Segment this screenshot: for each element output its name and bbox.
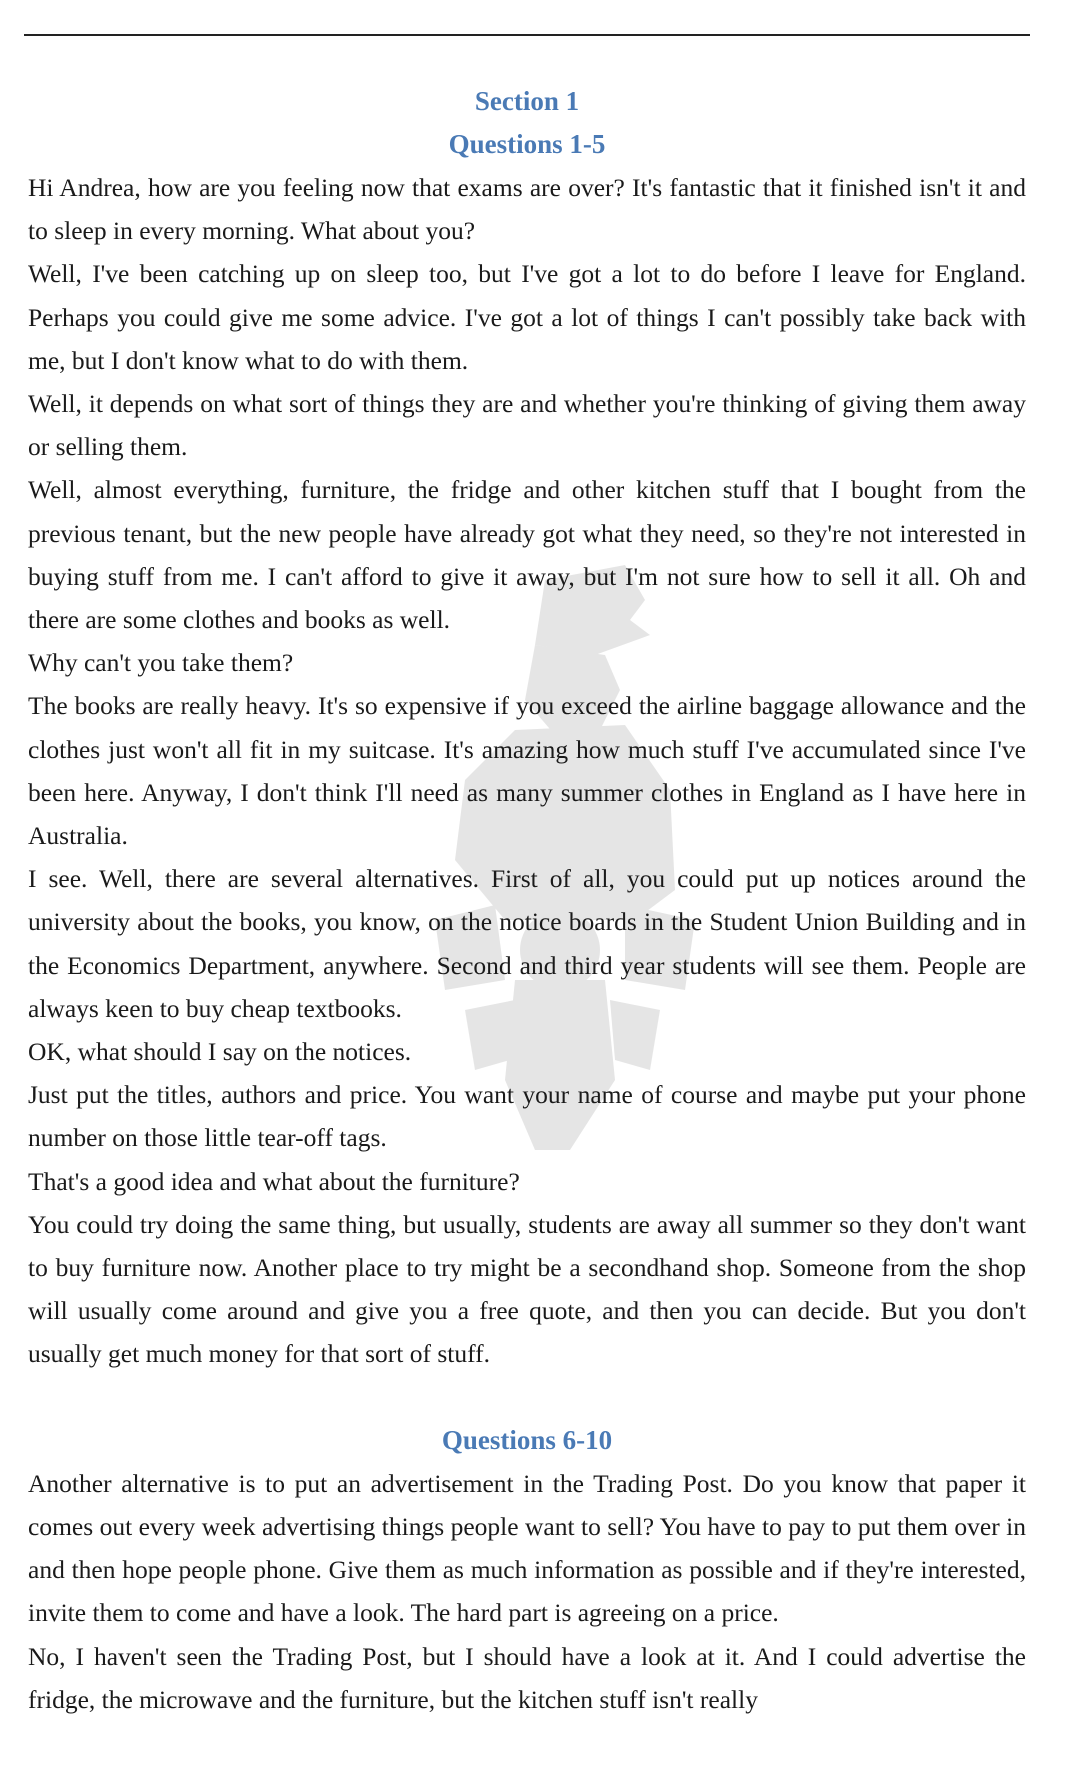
- transcript-paragraph: The books are really heavy. It's so expensive if you exceed the airline baggage allowance and the clothes just won't all fit in my suitcase. It's amazing how much stuff I've accumulated since I've been here. Anyway, I don't think I'll need as many summer clothes in England as I have here in Australia.: [28, 691, 1026, 851]
- section-spacer: [28, 1376, 1026, 1419]
- transcript-paragraph: That's a good idea and what about the furniture?: [28, 1166, 520, 1196]
- transcript-paragraph: Well, it depends on what sort of things they are and whether you're thinking of giving them away or selling them.: [28, 389, 1026, 462]
- transcript-paragraph: Well, almost everything, furniture, the fridge and other kitchen stuff that I bought from the previous tenant, but the new people have already got what they need, so they're not interested in buying stuff from me. I can't afford to give it away, but I'm not sure how to sell it all. Oh and there are some clothes and books as well.: [28, 475, 1026, 635]
- transcript-paragraph: I see. Well, there are several alternatives. First of all, you could put up notices around the university about the books, you know, on the notice boards in the Student Union Building and in the Economics Department, anywhere. Second and third year students will see them. People are always keen to buy cheap textbooks.: [28, 864, 1026, 1023]
- transcript-paragraph: Just put the titles, authors and price. You want your name of course and maybe put your phone number on those little tear-off tags.: [28, 1080, 1026, 1153]
- questions-1-5-heading: Questions 1-5: [448, 129, 606, 159]
- transcript-paragraph: Hi Andrea, how are you feeling now that exams are over? It's fantastic that it finished isn't it and to sleep in every morning. What about you?: [28, 173, 1026, 246]
- transcript-paragraph: No, I haven't seen the Trading Post, but I should have a look at it. And I could advertise the fridge, the microwave and the furniture, but the kitchen stuff isn't really: [28, 1641, 1026, 1714]
- transcript-paragraph: OK, what should I say on the notices.: [28, 1037, 412, 1067]
- transcript-paragraph: You could try doing the same thing, but usually, students are away all summer so they don't want to buy furniture now. Another place to try might be a secondhand shop. Someone from the shop will usually come around and give you a free quote, and then you can decide. But you don't usually get much money for that sort of stuff.: [28, 1209, 1026, 1369]
- transcript-paragraph: Well, I've been catching up on sleep too, but I've got a lot to do before I leave for England. Perhaps you could give me some advice. I've got a lot of things I can't possibly take back with me, but I don't know what to do with them.: [28, 259, 1026, 375]
- top-divider: [24, 34, 1030, 36]
- section-title: Section 1: [474, 86, 580, 116]
- transcript-paragraph: Another alternative is to put an advertisement in the Trading Post. Do you know that paper it comes out every week advertising things people want to sell? You have to pay to put them over in and then hope people phone. Give them as much information as possible and if they're interested, invite them to come and have a look. The hard part is agreeing on a price.: [28, 1468, 1026, 1628]
- questions-6-10-heading: Questions 6-10: [441, 1424, 613, 1455]
- document-body: [28, 80, 1026, 1721]
- transcript-paragraph: Why can't you take them?: [28, 648, 294, 678]
